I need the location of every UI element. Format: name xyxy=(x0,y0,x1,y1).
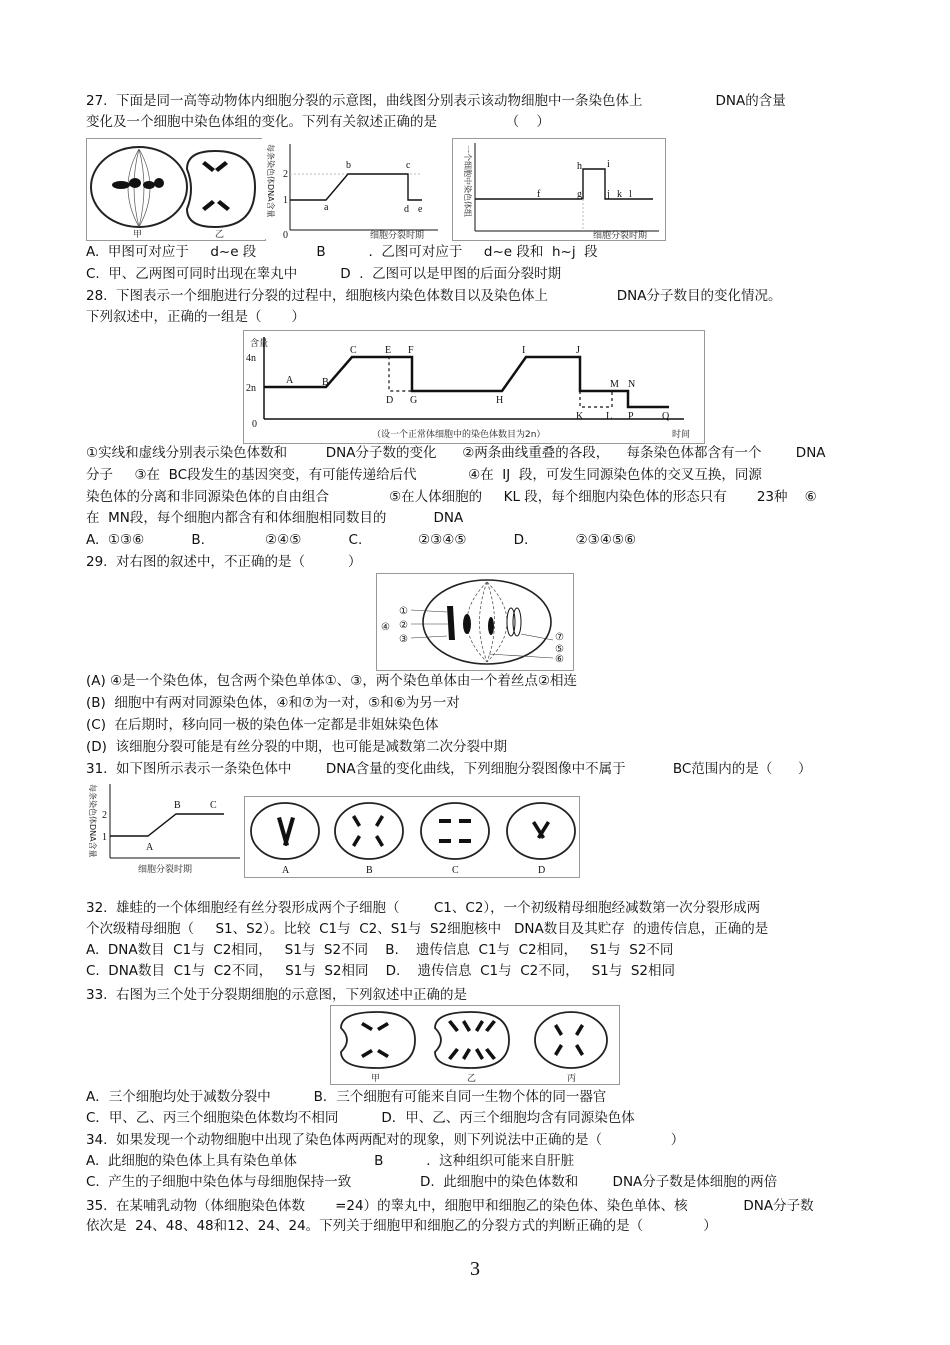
q29-label-3: ③ xyxy=(399,634,408,645)
q27-graph1-point-d: d xyxy=(404,204,409,215)
q27-graph1-point-c: c xyxy=(406,160,411,171)
q28-point-L: L xyxy=(606,411,613,422)
q28-point-G: G xyxy=(410,395,418,406)
q27-cell-figure xyxy=(86,138,266,241)
q33-stem: 33. 右图为三个处于分裂期细胞的示意图，下列叙述中正确的是 xyxy=(86,987,468,1003)
q28-stem-line2: 下列叙述中，正确的一组是（ ） xyxy=(86,309,306,325)
q27-cell-label-yi: 乙 xyxy=(215,230,225,240)
q28-graph-xlabel: 时间 xyxy=(672,430,691,440)
q28-point-J: J xyxy=(576,345,580,356)
q31-cells-figure xyxy=(244,796,580,878)
q27-graph2-point-j: j xyxy=(607,189,610,200)
q28-statement-3: 染色体的分离和非同源染色体的自由组合 ⑤在人体细胞的 KL 段，每个细胞内染色体的形态只有 23种 ⑥ xyxy=(86,489,817,505)
q32-stem-line2: 个次级精母细胞（ S1、S2）。比较 C1与 C2、S1与 S2细胞核中 DNA数目及其贮存 的遗传信息，正确的是 xyxy=(86,921,769,937)
q28-point-H: H xyxy=(496,395,504,406)
q27-stem-line1: 27. 下面是同一高等动物体内细胞分裂的示意图，曲线图分别表示该动物细胞中一条染色体上 DNA的含量 xyxy=(86,93,786,109)
page-number: 3 xyxy=(470,1258,480,1280)
q27-graph2-point-f: f xyxy=(537,189,541,200)
q28-graph-note: （设一个正常体细胞中的染色体数目为2n） xyxy=(372,430,546,440)
q27-graph1-xlabel: 细胞分裂时期 xyxy=(370,231,425,239)
q32-stem-line1: 32. 雄蛙的一个体细胞经有丝分裂形成两个子细胞（ C1、C2），一个初级精母细胞经减数第一次分裂形成两 xyxy=(86,900,761,916)
q27-graph2-point-k: k xyxy=(617,189,622,200)
q27-graph2 xyxy=(452,138,666,241)
q27-graph2-xlabel: 细胞分裂时期 xyxy=(593,231,648,240)
q28-statement-2: 分子 ③在 BC段发生的基因突变，有可能传递给后代 ④在 IJ 段，可发生同源染色体的交叉互换，同源 xyxy=(86,467,762,483)
q28-point-M: M xyxy=(610,379,619,390)
q33-options-cd: C．甲、乙、丙三个细胞染色体数均不相同 D．甲、乙、丙三个细胞均含有同源染色体 xyxy=(86,1110,635,1126)
q31-stem: 31. 如下图所示表示一条染色体中 DNA含量的变化曲线，下列细胞分裂图像中不属于 BC范围内的是（ ） xyxy=(86,761,812,777)
q27-graph1-tick-0: 0 xyxy=(283,230,288,239)
q27-options-ab: A. 甲图可对应于 d~e 段 B . 乙图可对应于 d~e 段和 h~j 段 xyxy=(86,244,598,260)
q28-point-K: K xyxy=(576,411,584,422)
q33-cells-figure xyxy=(330,1005,620,1085)
q29-option-a: (A) ④是一个染色体，包含两个染色单体①、③，两个染色单体由一个着丝点②相连 xyxy=(86,673,577,689)
q27-graph2-point-g: g xyxy=(577,189,582,200)
q31-cell-D: D xyxy=(538,865,546,876)
q28-tick-0: 0 xyxy=(252,419,257,430)
q34-options-ab: A. 此细胞的染色体上具有染色单体 B . 这种组织可能来自肝脏 xyxy=(86,1153,575,1169)
q31-graph-xlabel: 细胞分裂时期 xyxy=(138,865,193,875)
q28-point-D: D xyxy=(386,395,394,406)
q29-label-2: ② xyxy=(399,620,408,631)
q33-cell-bing: 丙 xyxy=(567,1074,577,1084)
q28-point-C: C xyxy=(350,345,357,356)
q31-point-C: C xyxy=(210,800,217,811)
q27-options-cd: C. 甲、乙两图可同时出现在睾丸中 D . 乙图可以是甲图的后面分裂时期 xyxy=(86,266,562,282)
q31-cell-B: B xyxy=(366,865,373,876)
q29-stem: 29. 对右图的叙述中，不正确的是（ ） xyxy=(86,554,362,570)
q27-graph2-ylabel: 一个细胞中染色体组 xyxy=(463,145,472,217)
q27-graph1 xyxy=(262,138,442,239)
q28-point-B: B xyxy=(322,377,329,388)
q28-point-F: F xyxy=(408,345,414,356)
q29-option-b: (B) 细胞中有两对同源染色体，④和⑦为一对，⑤和⑥为另一对 xyxy=(86,695,460,711)
q33-cell-jia: 甲 xyxy=(371,1074,381,1084)
q31-graph-ylabel: 每条染色体DNA含量 xyxy=(88,784,97,858)
q28-point-A: A xyxy=(286,375,294,386)
q35-stem-line2: 依次是 24、48、48和12、24、24。下列关于细胞甲和细胞乙的分裂方式的判断正确的是（ ） xyxy=(86,1218,717,1234)
q28-stem-line1: 28. 下图表示一个细胞进行分裂的过程中，细胞核内染色体数目以及染色体上 DNA分子数目的变化情况。 xyxy=(86,288,782,304)
q31-cell-C: C xyxy=(452,865,459,876)
q32-options-cd: C. DNA数目 C1与 C2不同， S1与 S2相同 D. 遗传信息 C1与 C2不同， S1与 S2相同 xyxy=(86,963,675,979)
q34-options-cd: C. 产生的子细胞中染色体与母细胞保持一致 D. 此细胞中的染色体数和 DNA分子数是体细胞的两倍 xyxy=(86,1174,778,1190)
q27-graph1-point-e: e xyxy=(418,204,423,215)
q28-point-P: P xyxy=(628,411,634,422)
q31-tick-1: 1 xyxy=(102,832,107,843)
q29-label-1: ① xyxy=(399,606,408,617)
q33-cell-yi: 乙 xyxy=(467,1074,477,1084)
q35-stem-line1: 35. 在某哺乳动物（体细胞染色体数 =24）的睾丸中，细胞甲和细胞乙的染色体、染色单体、核 DNA分子数 xyxy=(86,1198,814,1214)
q31-point-A: A xyxy=(146,842,154,853)
q27-graph1-tick-2: 2 xyxy=(283,169,288,180)
q28-tick-4n: 4n xyxy=(246,353,256,364)
q27-stem-line2: 变化及一个细胞中染色体组的变化。下列有关叙述正确的是 （ ） xyxy=(86,114,550,130)
q31-tick-2: 2 xyxy=(102,810,107,821)
q28-statement-1: ①实线和虚线分别表示染色体数和 DNA分子数的变化 ②两条曲线重叠的各段， 每条染色体都含有一个 DNA xyxy=(86,445,826,461)
q28-options: A. ①③⑥ B. ②④⑤ C. ②③④⑤ D. ②③④⑤⑥ xyxy=(86,532,637,548)
q29-option-c: (C) 在后期时，移向同一极的染色体一定都是非姐妹染色体 xyxy=(86,717,439,733)
q29-label-5: ⑤ xyxy=(555,644,564,655)
q28-graph-ylabel: 含量 xyxy=(250,338,269,348)
q28-point-I: I xyxy=(522,345,526,356)
q27-graph1-point-a: a xyxy=(324,202,329,213)
q29-label-6: ⑥ xyxy=(555,654,564,665)
q27-graph1-point-b: b xyxy=(346,160,351,171)
q31-point-B: B xyxy=(174,800,181,811)
q27-cell-label-jia: 甲 xyxy=(133,230,143,240)
q31-cell-A: A xyxy=(282,865,290,876)
q28-point-Q: Q xyxy=(662,411,670,422)
q27-graph2-point-l: l xyxy=(629,189,632,200)
q28-point-E: E xyxy=(385,345,392,356)
q29-option-d: (D) 该细胞分裂可能是有丝分裂的中期，也可能是减数第二次分裂中期 xyxy=(86,739,508,755)
q31-graph xyxy=(84,780,242,876)
q28-graph xyxy=(243,330,705,444)
q33-options-ab: A．三个细胞均处于减数分裂中 B．三个细胞有可能来自同一生物个体的同一器官 xyxy=(86,1089,607,1105)
q32-options-ab: A. DNA数目 C1与 C2相同， S1与 S2不同 B. 遗传信息 C1与 C2相同， S1与 S2不同 xyxy=(86,942,674,958)
q27-graph2-point-i: i xyxy=(607,159,610,170)
q34-stem: 34. 如果发现一个动物细胞中出现了染色体两两配对的现象，则下列说法中正确的是（ ） xyxy=(86,1132,685,1148)
q29-cell-figure xyxy=(376,573,574,671)
q28-statement-4: 在 MN段，每个细胞内都含有和体细胞相同数目的 DNA xyxy=(86,510,464,526)
q27-graph2-point-h: h xyxy=(577,161,582,172)
q27-graph1-ylabel: 每条染色体DNA含量 xyxy=(266,144,275,218)
q28-tick-2n: 2n xyxy=(246,383,256,394)
q29-label-4: ④ xyxy=(381,622,390,633)
q29-label-7: ⑦ xyxy=(555,632,564,643)
q27-graph1-tick-1: 1 xyxy=(283,195,288,206)
q28-point-N: N xyxy=(628,379,636,390)
